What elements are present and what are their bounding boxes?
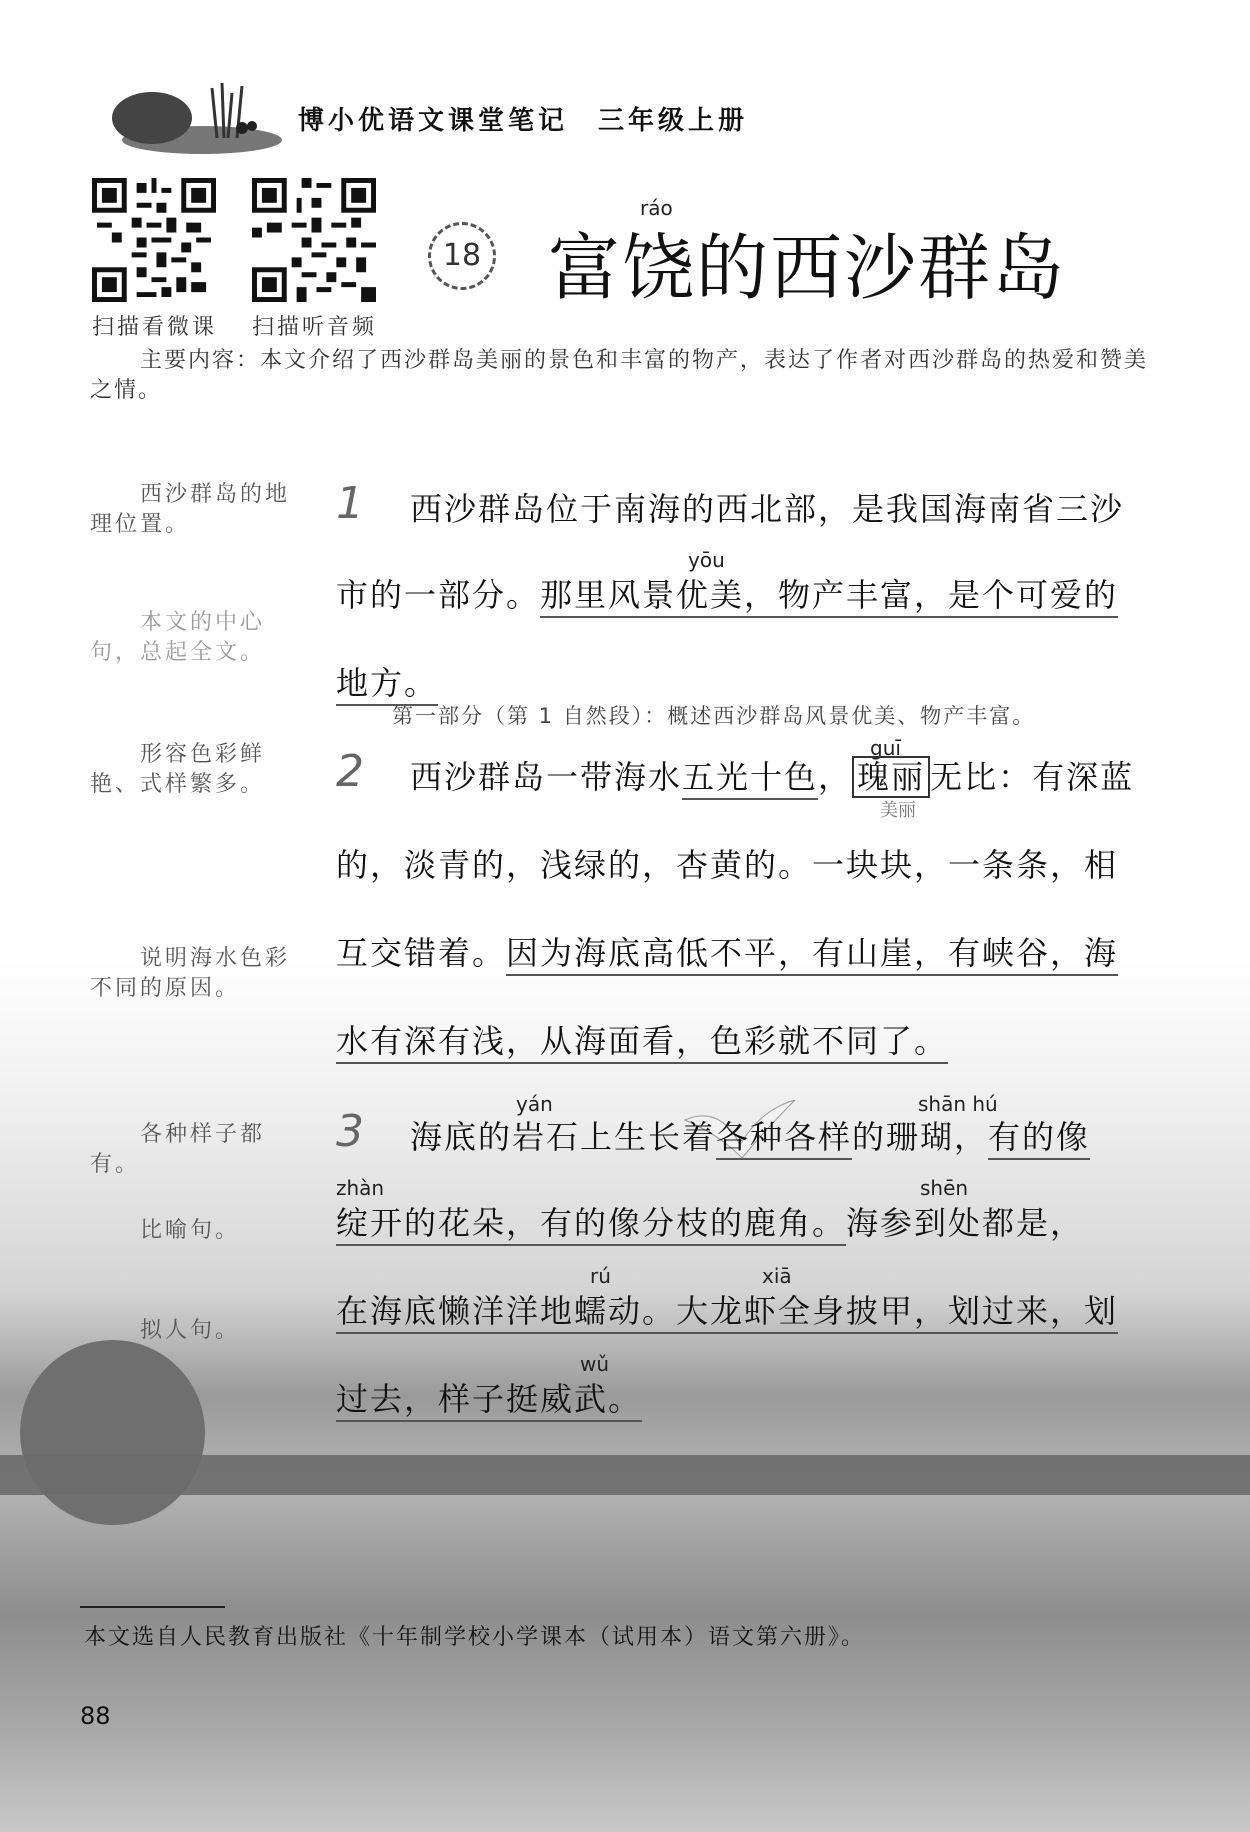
p1-line-3-text: 地方。 (336, 664, 438, 706)
pinyin-wu: wǔ (580, 1352, 610, 1376)
margin-note-personification: 拟人句。 (140, 1318, 241, 1343)
horizon-band (0, 1455, 1250, 1495)
pinyin-yan: yán (516, 1092, 553, 1116)
p1-line-1: 西沙群岛位于南海的西北部，是我国海南省三沙 (410, 490, 1125, 528)
main-content-summary: 主要内容：本文介绍了西沙群岛美丽的景色和丰富的物产，表达了作者对西沙群岛的热爱和赞美之情。 (90, 348, 1149, 403)
p2-line-3a: 互交错着。 (336, 934, 507, 972)
p2-wuguangshise: 五光十色 (682, 758, 818, 800)
pinyin-gui: guī (870, 736, 901, 760)
pinyin-shanhu: shān hú (918, 1092, 998, 1116)
p2-line-1e: 无比：有深蓝 (930, 758, 1135, 796)
p2-guili-boxed: 瑰丽 (852, 756, 930, 798)
p3-line-1a: 海底的岩石上生长着 (410, 1118, 717, 1156)
pinyin-you: yōu (688, 548, 725, 572)
pinyin-xia: xiā (762, 1264, 792, 1288)
p2-line-2: 的，淡青的，浅绿的，杏黄的。一块块，一条条，相 (336, 846, 1119, 884)
footnote-source: 本文选自人民教育出版社《十年制学校小学课本（试用本）语文第六册》。 (84, 1625, 866, 1650)
footnote-rule (80, 1606, 225, 1608)
pinyin-ru: rú (590, 1264, 611, 1288)
p3-line-3b: 大龙虾全身披甲，划过来，划 (676, 1292, 1118, 1334)
lesson-title: 富饶的西沙群岛 (548, 226, 1067, 310)
p3-line-1d: 有的像 (988, 1118, 1090, 1160)
p3-line-2 (336, 1198, 1084, 1244)
paragraph-number-1: 1 (336, 478, 364, 529)
qr-label-audio: 扫描听音频 (252, 315, 378, 340)
p3-line-4 (336, 1374, 642, 1420)
p3-line-3 (336, 1286, 1118, 1332)
p2-line-4-text: 水有深有浅，从海面看，色彩就不同了。 (336, 1022, 948, 1064)
p3-line-4-text: 过去，样子挺威武。 (336, 1380, 642, 1422)
margin-note-reason: 说明海水色彩不同的原因。 (90, 946, 291, 1001)
book-title: 博小优语文课堂笔记 三年级上册 (298, 106, 749, 136)
margin-note-central-sentence: 本文的中心句，总起全文。 (90, 610, 266, 665)
paragraph-number-2: 2 (336, 746, 364, 797)
part-one-summary: 第一部分（第 1 自然段）：概述西沙群岛风景优美、物产丰富。 (392, 704, 1036, 728)
p2-line-1 (410, 752, 1134, 798)
p2-line-3 (336, 928, 1118, 974)
qr-code-video[interactable] (92, 178, 216, 302)
p2-comma: ， (818, 758, 853, 796)
sun-illustration (20, 1340, 205, 1525)
qr-code-audio[interactable] (252, 178, 376, 302)
gloss-meili: 美丽 (880, 800, 916, 821)
p3-line-3a: 在海底懒洋洋地蠕动。 (336, 1292, 676, 1334)
title-pinyin: ráo (640, 196, 673, 220)
margin-note-metaphor: 比喻句。 (140, 1218, 241, 1243)
pinyin-shen: shēn (920, 1176, 969, 1200)
pinyin-zhan: zhàn (336, 1176, 385, 1200)
p3-line-2b: 海参到处都是， (846, 1204, 1085, 1242)
margin-note-colors: 形容色彩鲜艳、式样繁多。 (90, 742, 266, 797)
paragraph-number-3: 3 (336, 1106, 364, 1157)
p1-line-3 (336, 658, 438, 704)
p1-line-2a: 市的一部分。 (336, 576, 541, 614)
header-beetle-illustration (92, 78, 282, 160)
qr-label-video: 扫描看微课 (92, 315, 218, 340)
p2-line-4 (336, 1016, 948, 1062)
p3-line-1c: 的珊瑚， (852, 1118, 989, 1156)
p1-line-2 (336, 570, 1118, 616)
p3-gezhonggeyang: 各种各样 (716, 1118, 852, 1160)
lesson-number: 18 (428, 222, 496, 290)
p2-line-1a: 西沙群岛一带海水 (410, 758, 683, 796)
p3-line-1 (410, 1112, 1090, 1158)
p1-central-sentence: 那里风景优美，物产丰富，是个可爱的 (540, 576, 1118, 618)
margin-note-various: 各种样子都有。 (90, 1122, 266, 1177)
page-number: 88 (80, 1702, 111, 1730)
margin-note-location: 西沙群岛的地理位置。 (90, 482, 291, 537)
p2-reason-sentence: 因为海底高低不平，有山崖，有峡谷，海 (506, 934, 1118, 976)
p3-metaphor-sentence: 绽开的花朵，有的像分枝的鹿角。 (336, 1204, 846, 1246)
